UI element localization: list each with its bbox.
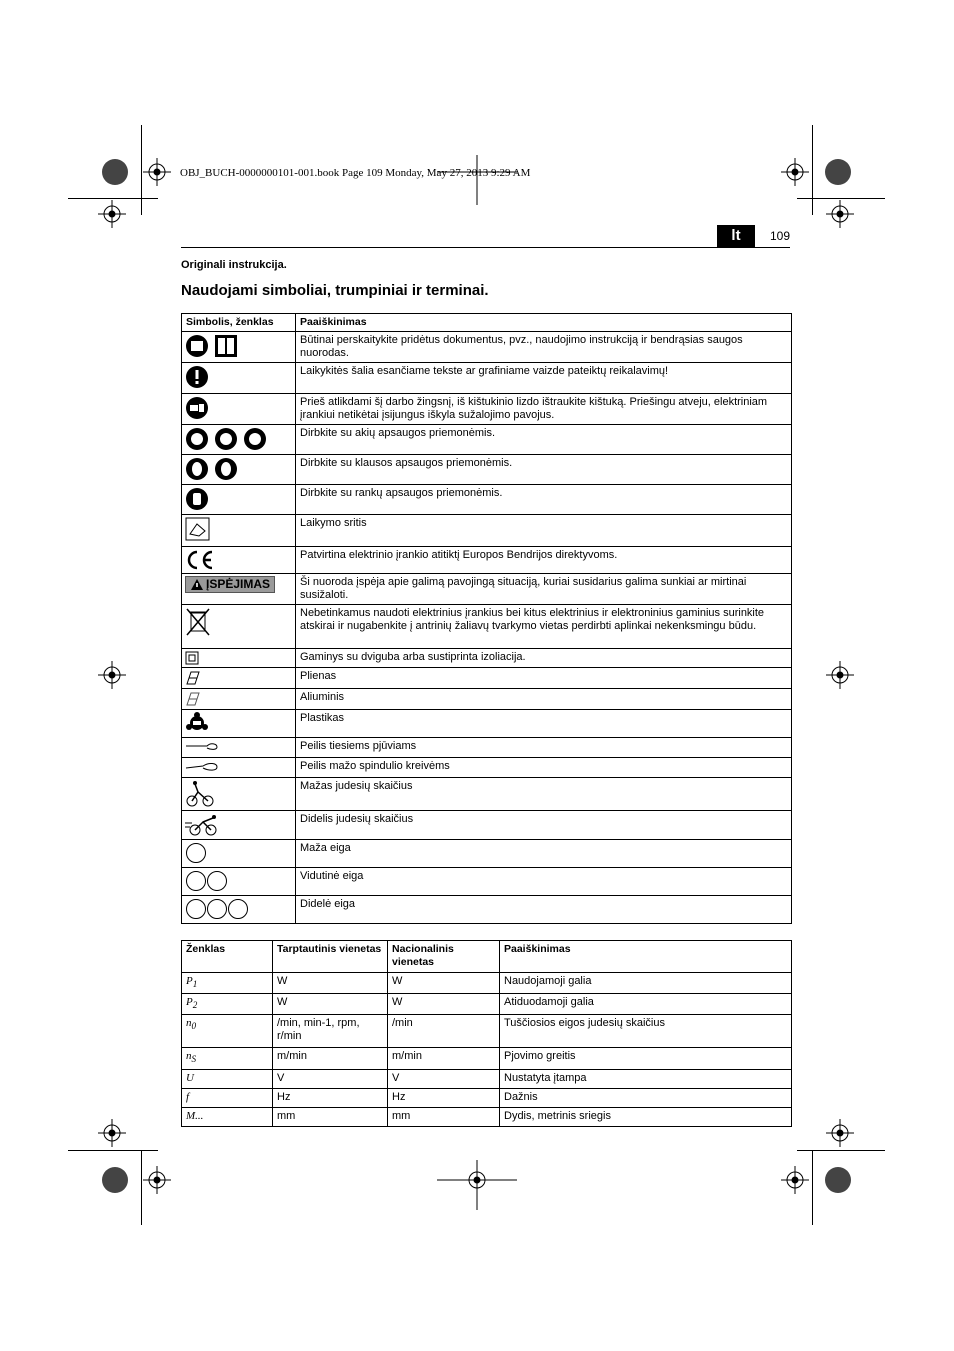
slow-bike-icon: [185, 780, 215, 808]
symbol-cell: [182, 710, 296, 738]
symbol-cell: [182, 485, 296, 515]
intl-unit-cell: W: [273, 973, 388, 994]
warning-badge-label: ĮSPĖJIMAS: [206, 577, 271, 591]
original-instructions-label: Originali instrukcija.: [181, 259, 287, 271]
national-unit-cell: /min: [388, 1015, 500, 1048]
read-manual-icon: [185, 334, 239, 358]
book-info-line: OBJ_BUCH-0000000101-001.book Page 109 Monday, May 27, 2013 9:29 AM: [180, 167, 531, 179]
national-unit-cell: m/min: [388, 1048, 500, 1069]
explanation-cell: Pjovimo greitis: [500, 1048, 792, 1069]
symbol-cell: [182, 574, 296, 605]
symbol-explanation: Laikymo sritis: [296, 515, 792, 547]
sign-subscript: 0: [191, 1021, 197, 1032]
explanation-cell: Nustatyta įtampa: [500, 1069, 792, 1088]
sign-cell: [182, 1069, 273, 1088]
language-tab: lt: [717, 225, 755, 247]
crossed-bin-icon: [185, 607, 211, 637]
national-unit-cell: V: [388, 1069, 500, 1088]
explanation-cell: Tuščiosios eigos judesių skaičius: [500, 1015, 792, 1048]
symbol-cell: [182, 649, 296, 668]
ce-mark-icon: [185, 549, 215, 571]
sign-cell: [182, 1048, 273, 1069]
symbol-explanation: Maža eiga: [296, 840, 792, 868]
symbol-explanation: Mažas judesių skaičius: [296, 778, 792, 811]
symbol-cell: [182, 896, 296, 924]
col-header-explanation: Paaiškinimas: [500, 941, 792, 973]
intl-unit-cell: [273, 1015, 388, 1048]
symbol-cell: [182, 605, 296, 649]
symbol-explanation: Prieš atlikdami šį darbo žingsnį, iš kištukinio lizdo ištraukite kištuką. Priešingu atveju, elektriniam įrankiui netikėtai įsijungus iškyla sužalojimo pavojus.: [296, 394, 792, 425]
intl-unit-line1: /min, min-1, rpm,: [277, 1017, 360, 1030]
symbol-cell: [182, 811, 296, 840]
ear-protection-icon: [185, 457, 239, 481]
warning-triangle-icon: [190, 578, 204, 591]
symbol-explanation: Vidutinė eiga: [296, 868, 792, 896]
grip-area-icon: [185, 517, 211, 541]
symbol-explanation: Patvirtina elektrinio įrankio atitiktį Europos Bendrijos direktyvoms.: [296, 547, 792, 574]
national-unit-cell: mm: [388, 1107, 500, 1126]
steel-icon: [185, 670, 201, 686]
intl-unit-cell: W: [273, 994, 388, 1015]
sign-cell: [182, 1015, 273, 1048]
sign-symbol: P: [186, 996, 193, 1009]
national-unit-cell: Hz: [388, 1088, 500, 1107]
symbol-explanation: Ši nuoroda įspėja apie galimą pavojingą situaciją, kuriai susidarius galima sunkiai ar mirtinai susižaloti.: [296, 574, 792, 605]
symbol-explanation: Peilis mažo spindulio kreivėms: [296, 758, 792, 778]
explanation-cell: Dydis, metrinis sriegis: [500, 1107, 792, 1126]
fast-bike-icon: [185, 813, 219, 837]
eye-protection-icon: [185, 427, 267, 451]
symbol-cell: [182, 689, 296, 710]
symbol-explanation: Gaminys su dviguba arba sustiprinta izoliacija.: [296, 649, 792, 668]
symbol-explanation: Dirbkite su klausos apsaugos priemonėmis.: [296, 455, 792, 485]
glove-icon: [185, 487, 209, 511]
symbol-explanation: Aliuminis: [296, 689, 792, 710]
symbol-cell: [182, 425, 296, 455]
sign-symbol: M...: [186, 1109, 204, 1122]
sign-symbol: P: [186, 975, 193, 987]
sign-symbol: n: [186, 1050, 192, 1063]
section-heading: Naudojami simboliai, trumpiniai ir terminai.: [181, 282, 489, 299]
symbol-cell: [182, 758, 296, 778]
straight-blade-icon: [185, 740, 219, 752]
col-header-sign: Ženklas: [182, 941, 273, 973]
national-unit-cell: W: [388, 994, 500, 1015]
national-unit-cell: W: [388, 973, 500, 994]
warning-badge-icon: [185, 576, 275, 593]
symbol-explanation: Dirbkite su akių apsaugos priemonėmis.: [296, 425, 792, 455]
two-circles-icon: [185, 870, 229, 892]
symbol-cell: [182, 547, 296, 574]
symbol-explanation: Didelė eiga: [296, 896, 792, 924]
sign-subscript: 2: [192, 1000, 198, 1011]
sign-cell: [182, 1107, 273, 1126]
symbol-cell: [182, 668, 296, 689]
symbol-explanation: Plienas: [296, 668, 792, 689]
col-header-symbol: Simbolis, ženklas: [182, 314, 296, 332]
symbol-explanation: Plastikas: [296, 710, 792, 738]
symbol-explanation: Peilis tiesiems pjūviams: [296, 738, 792, 758]
intl-unit-cell: mm: [273, 1107, 388, 1126]
sign-subscript: S: [191, 1054, 197, 1065]
symbol-cell: [182, 840, 296, 868]
plastic-icon: [185, 712, 209, 734]
symbol-cell: [182, 455, 296, 485]
symbol-cell: [182, 738, 296, 758]
sign-symbol: f: [186, 1090, 190, 1103]
page-number: 109: [770, 229, 791, 243]
col-header-intl-unit: Tarptautinis vienetas: [273, 941, 388, 973]
symbol-explanation: Laikykitės šalia esančiame tekste ar grafiniame vaizde pateiktų reikalavimų!: [296, 363, 792, 394]
symbol-cell: [182, 394, 296, 425]
symbol-explanation: Nebetinkamus naudoti elektrinius įrankius bei kitus elektrinius ir elektroninius gaminius surinkite atskirai ir nugabenkite į antrinių žaliavų tvarkymo vietas perdirbti aplinkai nekenksmingu būdu.: [296, 605, 792, 649]
sign-cell: [182, 1088, 273, 1107]
one-circle-icon: [185, 842, 207, 864]
header-rule: [181, 247, 790, 248]
three-circles-icon: [185, 898, 251, 920]
symbol-cell: [182, 778, 296, 811]
sign-symbol: U: [186, 1071, 194, 1084]
unplug-icon: [185, 396, 209, 420]
aluminium-icon: [185, 691, 201, 707]
symbol-cell: [182, 363, 296, 394]
sign-symbol: n: [186, 1017, 192, 1030]
symbol-cell: [182, 868, 296, 896]
intl-unit-cell: V: [273, 1069, 388, 1088]
col-header-national-unit: Nacionalinis vienetas: [388, 941, 500, 973]
units-table: [181, 940, 792, 1127]
explanation-cell: Dažnis: [500, 1088, 792, 1107]
intl-unit-line2: r/min: [277, 1030, 302, 1043]
intl-unit-cell: Hz: [273, 1088, 388, 1107]
symbol-explanation: Didelis judesių skaičius: [296, 811, 792, 840]
symbols-table: [181, 313, 792, 924]
symbol-cell: [182, 332, 296, 363]
sign-subscript: 1: [192, 979, 198, 990]
exclamation-icon: [185, 365, 209, 389]
sign-cell: [182, 994, 273, 1015]
symbol-explanation: Dirbkite su rankų apsaugos priemonėmis.: [296, 485, 792, 515]
explanation-cell: Atiduodamoji galia: [500, 994, 792, 1015]
col-header-explanation: Paaiškinimas: [296, 314, 792, 332]
symbol-cell: [182, 515, 296, 547]
double-insulation-icon: [185, 651, 199, 665]
curve-blade-icon: [185, 760, 219, 772]
symbol-explanation: Būtinai perskaitykite pridėtus dokumentus, pvz., naudojimo instrukciją ir bendrąsias saugos nuorodas.: [296, 332, 792, 363]
explanation-cell: Naudojamoji galia: [500, 973, 792, 994]
sign-cell: [182, 973, 273, 994]
intl-unit-cell: m/min: [273, 1048, 388, 1069]
